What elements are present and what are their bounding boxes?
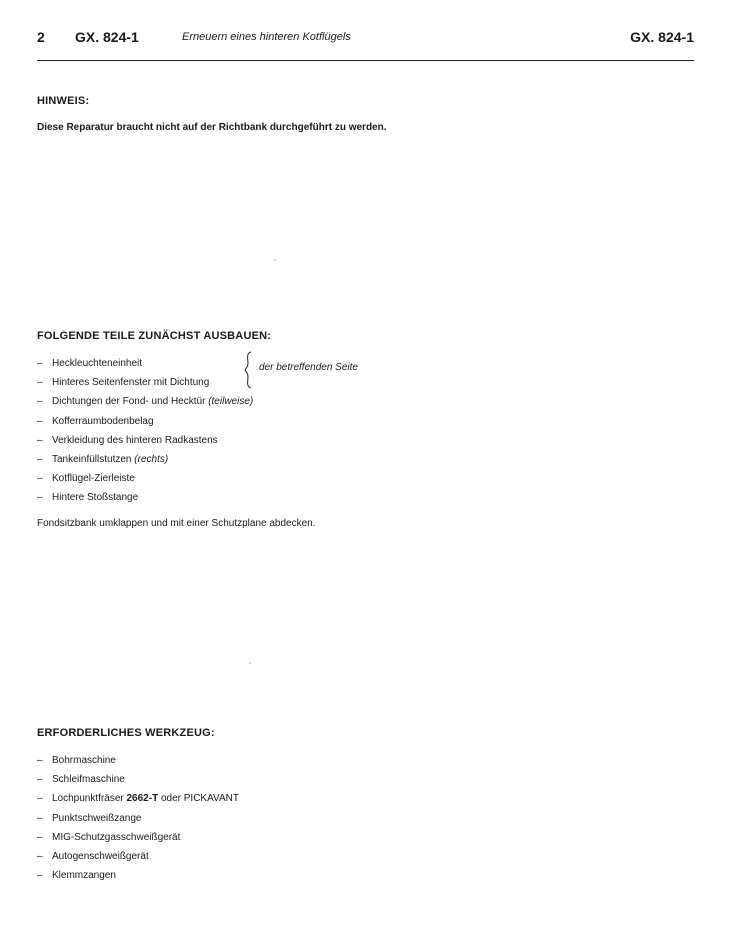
list-item-text: Schleifmaschine: [52, 774, 125, 786]
list-item: [37, 792, 239, 811]
list-item: [37, 773, 239, 792]
list-item-text: Heckleuchteneinheit: [52, 358, 143, 369]
list-item: [37, 415, 253, 434]
curly-brace-icon: [243, 351, 257, 389]
list-item-text: oder PICKAVANT: [158, 793, 239, 805]
list-item-text: Hinteres Seitenfenster mit Dichtung: [52, 377, 210, 389]
list-item-text: Dichtungen der Fond- und Hecktür: [52, 396, 206, 408]
scan-speck: [274, 259, 276, 261]
list-item: [37, 831, 239, 850]
werkzeug-heading: ERFORDERLICHES WERKZEUG:: [37, 727, 215, 739]
ausbauen-heading: FOLGENDE TEILE ZUNÄCHST AUSBAUEN:: [37, 330, 272, 342]
page-title: Erneuern eines hinteren Kotflügels: [182, 31, 351, 43]
list-item-note: (rechts): [134, 453, 169, 465]
list-item-text: Bohrmaschine: [52, 755, 116, 766]
ausbauen-list: [37, 357, 253, 511]
list-item-text: Kotflügel-Zierleiste: [52, 473, 135, 485]
list-item-text: Hintere Stoßstange: [52, 492, 139, 504]
list-item-text: Verkleidung des hinteren Radkastens: [52, 434, 218, 446]
list-item-text: Autogenschweißgerät: [52, 850, 149, 862]
list-dash: –: [37, 492, 43, 504]
list-item: [37, 395, 253, 414]
list-item: [37, 472, 253, 491]
hinweis-text: Diese Reparatur braucht nicht auf der Richtbank durchgeführt zu werden.: [37, 122, 387, 133]
header-rule: [37, 60, 694, 61]
list-dash: –: [37, 473, 43, 485]
list-item-note: (teilweise): [208, 396, 254, 408]
list-item-text: Kofferraumbodenbelag: [52, 415, 154, 427]
list-item: [37, 376, 253, 395]
list-item-text: Tankeinfüllstutzen: [52, 453, 132, 465]
page-number: 2: [37, 29, 45, 45]
instruction-text: Fondsitzbank umklappen und mit einer Schutzplane abdecken.: [37, 518, 316, 529]
list-dash: –: [37, 358, 43, 369]
list-dash: –: [37, 415, 43, 427]
list-item: [37, 357, 253, 376]
list-item-text: Lochpunktfräser: [52, 793, 127, 805]
list-dash: –: [37, 755, 43, 766]
scan-speck: [249, 662, 251, 664]
list-dash: –: [37, 870, 43, 882]
list-item: [37, 812, 239, 831]
list-item: [37, 869, 239, 888]
list-item: [37, 850, 239, 869]
list-dash: –: [37, 812, 43, 824]
document-code: GX. 824-1: [75, 29, 139, 45]
werkzeug-list: [37, 754, 239, 888]
list-dash: –: [37, 453, 43, 465]
part-number: 2662-T: [126, 793, 159, 805]
list-dash: –: [37, 793, 43, 805]
list-item: [37, 434, 253, 453]
hinweis-heading: HINWEIS:: [37, 95, 90, 107]
list-dash: –: [37, 434, 43, 446]
list-dash: –: [37, 774, 43, 786]
list-item: [37, 453, 253, 472]
list-item-text: Klemmzangen: [52, 870, 116, 882]
list-item-text: MIG-Schutzgasschweißgerät: [52, 831, 181, 843]
brace-label: der betreffenden Seite: [259, 362, 358, 373]
list-dash: –: [37, 377, 43, 389]
list-dash: –: [37, 396, 43, 408]
list-item: [37, 754, 239, 773]
list-item-text: Punktschweißzange: [52, 812, 142, 824]
list-item: [37, 491, 253, 510]
list-dash: –: [37, 850, 43, 862]
document-code-right: GX. 824-1: [630, 29, 694, 45]
list-dash: –: [37, 831, 43, 843]
